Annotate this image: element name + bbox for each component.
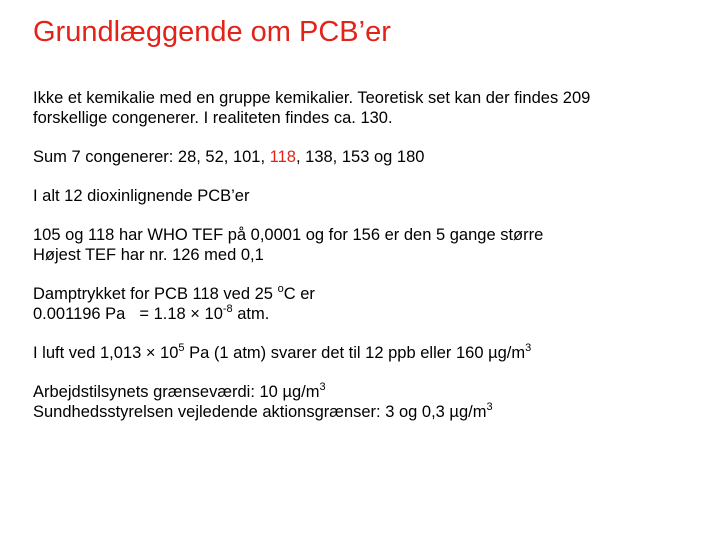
action-exponent: 3 [486, 401, 493, 413]
vapor-unit: atm. [232, 305, 270, 323]
vapor-pressure-line-2 [33, 304, 693, 324]
action-prefix: Sundhedsstyrelsen vejledende aktionsgrænser: 3 og 0,3 µg/m [33, 403, 487, 421]
intro-line-1: Ikke et kemikalie med en gruppe kemikalier. Teoretisk set kan der findes 209 [33, 89, 591, 107]
vapor-value-pa: 0.001196 Pa [33, 305, 126, 323]
vapor-exponent: -8 [222, 303, 233, 315]
vapor-suffix: C er [283, 285, 315, 303]
congener-118-highlight: 118 [269, 148, 296, 166]
air-exponent: 5 [178, 342, 185, 354]
air-concentration-line [33, 343, 693, 363]
congener-sum-line [33, 147, 693, 167]
limit-prefix: Arbejdstilsynets grænseværdi: 10 µg/m [33, 383, 320, 401]
dioxin-line: I alt 12 dioxinlignende PCB’er [33, 187, 250, 205]
tef-line-1: 105 og 118 har WHO TEF på 0,0001 og for 156 er den 5 gange større [33, 226, 544, 244]
vapor-pressure-line-1 [33, 284, 693, 304]
limit-exponent: 3 [319, 381, 326, 393]
vapor-equals: = 1.18 × 10 [139, 305, 223, 323]
vapor-prefix: Damptrykket for PCB 118 ved 25 [33, 285, 278, 303]
action-limit-line [33, 402, 693, 422]
intro-line-2: forskellige congenerer. I realiteten findes ca. 130. [33, 109, 393, 127]
limit-value-line [33, 382, 693, 402]
tef-line-2: Højest TEF har nr. 126 med 0,1 [33, 246, 264, 264]
air-prefix: I luft ved 1,013 × 10 [33, 344, 179, 362]
air-suffix: Pa (1 atm) svarer det til 12 ppb eller 160 µg/m [184, 344, 526, 362]
congener-sum-suffix: , 138, 153 og 180 [295, 148, 425, 166]
slide-title: Grundlæggende om PCB’er [33, 16, 391, 48]
degree-superscript: o [277, 283, 284, 295]
air-unit-exponent: 3 [525, 342, 532, 354]
congener-sum-prefix: Sum 7 congenerer: 28, 52, 101, [33, 148, 270, 166]
slide-body [33, 88, 693, 422]
